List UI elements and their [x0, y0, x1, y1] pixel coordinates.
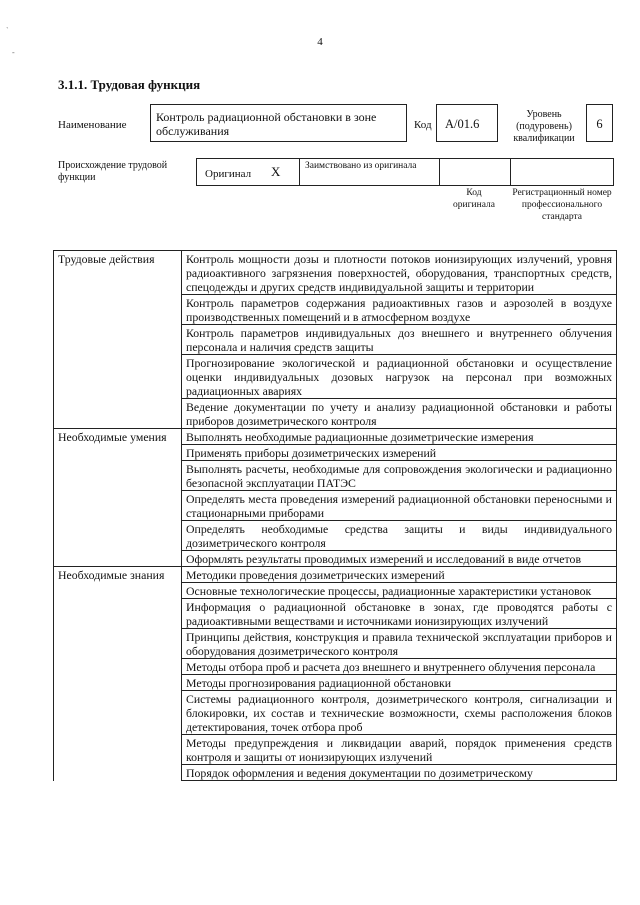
borrowed-label: Заимствовано из оригинала [305, 161, 417, 171]
table-cell: Ведение документации по учету и анализу радиационной обстановки и работы приборов дозиметрического контроля [182, 399, 617, 429]
original-label: Оригинал [205, 168, 252, 180]
table-cell: Информация о радиационной обстановке в зонах, где проводятся работы с радиоактивными веществами и источниками ионизирующих излучений [182, 599, 617, 629]
table-cell: Выполнять необходимые радиационные дозиметрические измерения [182, 429, 617, 445]
page-number: 4 [317, 36, 323, 48]
code-box [436, 104, 498, 142]
divider [439, 159, 440, 185]
table-cell: Оформлять результаты проводимых измерений и исследований в виде отчетов [182, 551, 617, 567]
table-cell: Контроль параметров индивидуальных доз внешнего и внутреннего облучения персонала и наличия средств защиты [182, 325, 617, 355]
table-cell: Определять места проведения измерений радиационной обстановки переносными и стационарными приборами [182, 491, 617, 521]
table-cell: Применять приборы дозиметрических измерений [182, 445, 617, 461]
table-cell: Основные технологические процессы, радиационные характеристики установок [182, 583, 617, 599]
table-cell: Контроль мощности дозы и плотности потоков ионизирующих излучений, уровня радиоактивного загрязнения поверхностей, оборудования, транспортных средств, спецодежды и других средств индивидуальной защиты и территории [182, 251, 617, 295]
labor-function-table [53, 250, 617, 781]
origin-label: Происхождение трудовой функции [58, 160, 168, 183]
table-cell: Методы отбора проб и расчета доз внешнего и внутреннего облучения персонала [182, 659, 617, 675]
table-cell: Методы предупреждения и ликвидации аварий, порядок применения средств контроля и защиты от ионизирующих излучений [182, 735, 617, 765]
scan-mark: ` [6, 26, 9, 35]
divider [510, 159, 511, 185]
section-title: 3.1.1. Трудовая функция [58, 77, 201, 92]
table-cell: Контроль параметров содержания радиоактивных газов и аэрозолей в воздухе производственных помещений и в атмосферном воздухе [182, 295, 617, 325]
table-row [54, 251, 617, 295]
table-cell: Определять необходимые средства защиты и виды индивидуального дозиметрического контроля [182, 521, 617, 551]
function-name: Контроль радиационной обстановки в зоне обслуживания [156, 110, 377, 138]
table-cell: Системы радиационного контроля, дозиметрического контроля, сигнализации и блокировки, их состав и технические возможности, схемы расположения блоков детектирования, точек отбора проб [182, 691, 617, 735]
origin-box [196, 158, 614, 186]
code-original-caption: Код оригинала [453, 188, 495, 210]
table-row [54, 429, 617, 445]
level-box [586, 104, 613, 142]
level-value: 6 [596, 117, 603, 131]
name-label: Наименование [58, 119, 127, 131]
code-label: Код [414, 119, 432, 131]
category-cell: Необходимые умения [54, 429, 182, 567]
table-cell: Методики проведения дозиметрических измерений [182, 567, 617, 583]
code-value: А/01.6 [445, 117, 480, 131]
scan-mark: - [12, 48, 15, 57]
table-row [54, 567, 617, 583]
table-cell: Порядок оформления и ведения документации по дозиметрическому [182, 765, 617, 781]
name-box [150, 104, 407, 142]
table-cell: Принципы действия, конструкция и правила технической эксплуатации приборов и оборудования дозиметрического контроля [182, 629, 617, 659]
table-cell: Выполнять расчеты, необходимые для сопровождения экологически и радиационно безопасной эксплуатации ПАТЭС [182, 461, 617, 491]
divider [299, 159, 300, 185]
category-cell: Трудовые действия [54, 251, 182, 429]
level-label: Уровень (подуровень) квалификации [513, 109, 575, 144]
table-cell: Прогнозирование экологической и радиационной обстановки и осуществление оценки индивидуальных дозовых нагрузок на персонал при возможных радиационных авариях [182, 355, 617, 399]
table-cell: Методы прогнозирования радиационной обстановки [182, 675, 617, 691]
reg-number-caption: Регистрационный номер профессионального стандарта [512, 188, 612, 222]
category-cell: Необходимые знания [54, 567, 182, 781]
original-mark: X [271, 164, 281, 179]
